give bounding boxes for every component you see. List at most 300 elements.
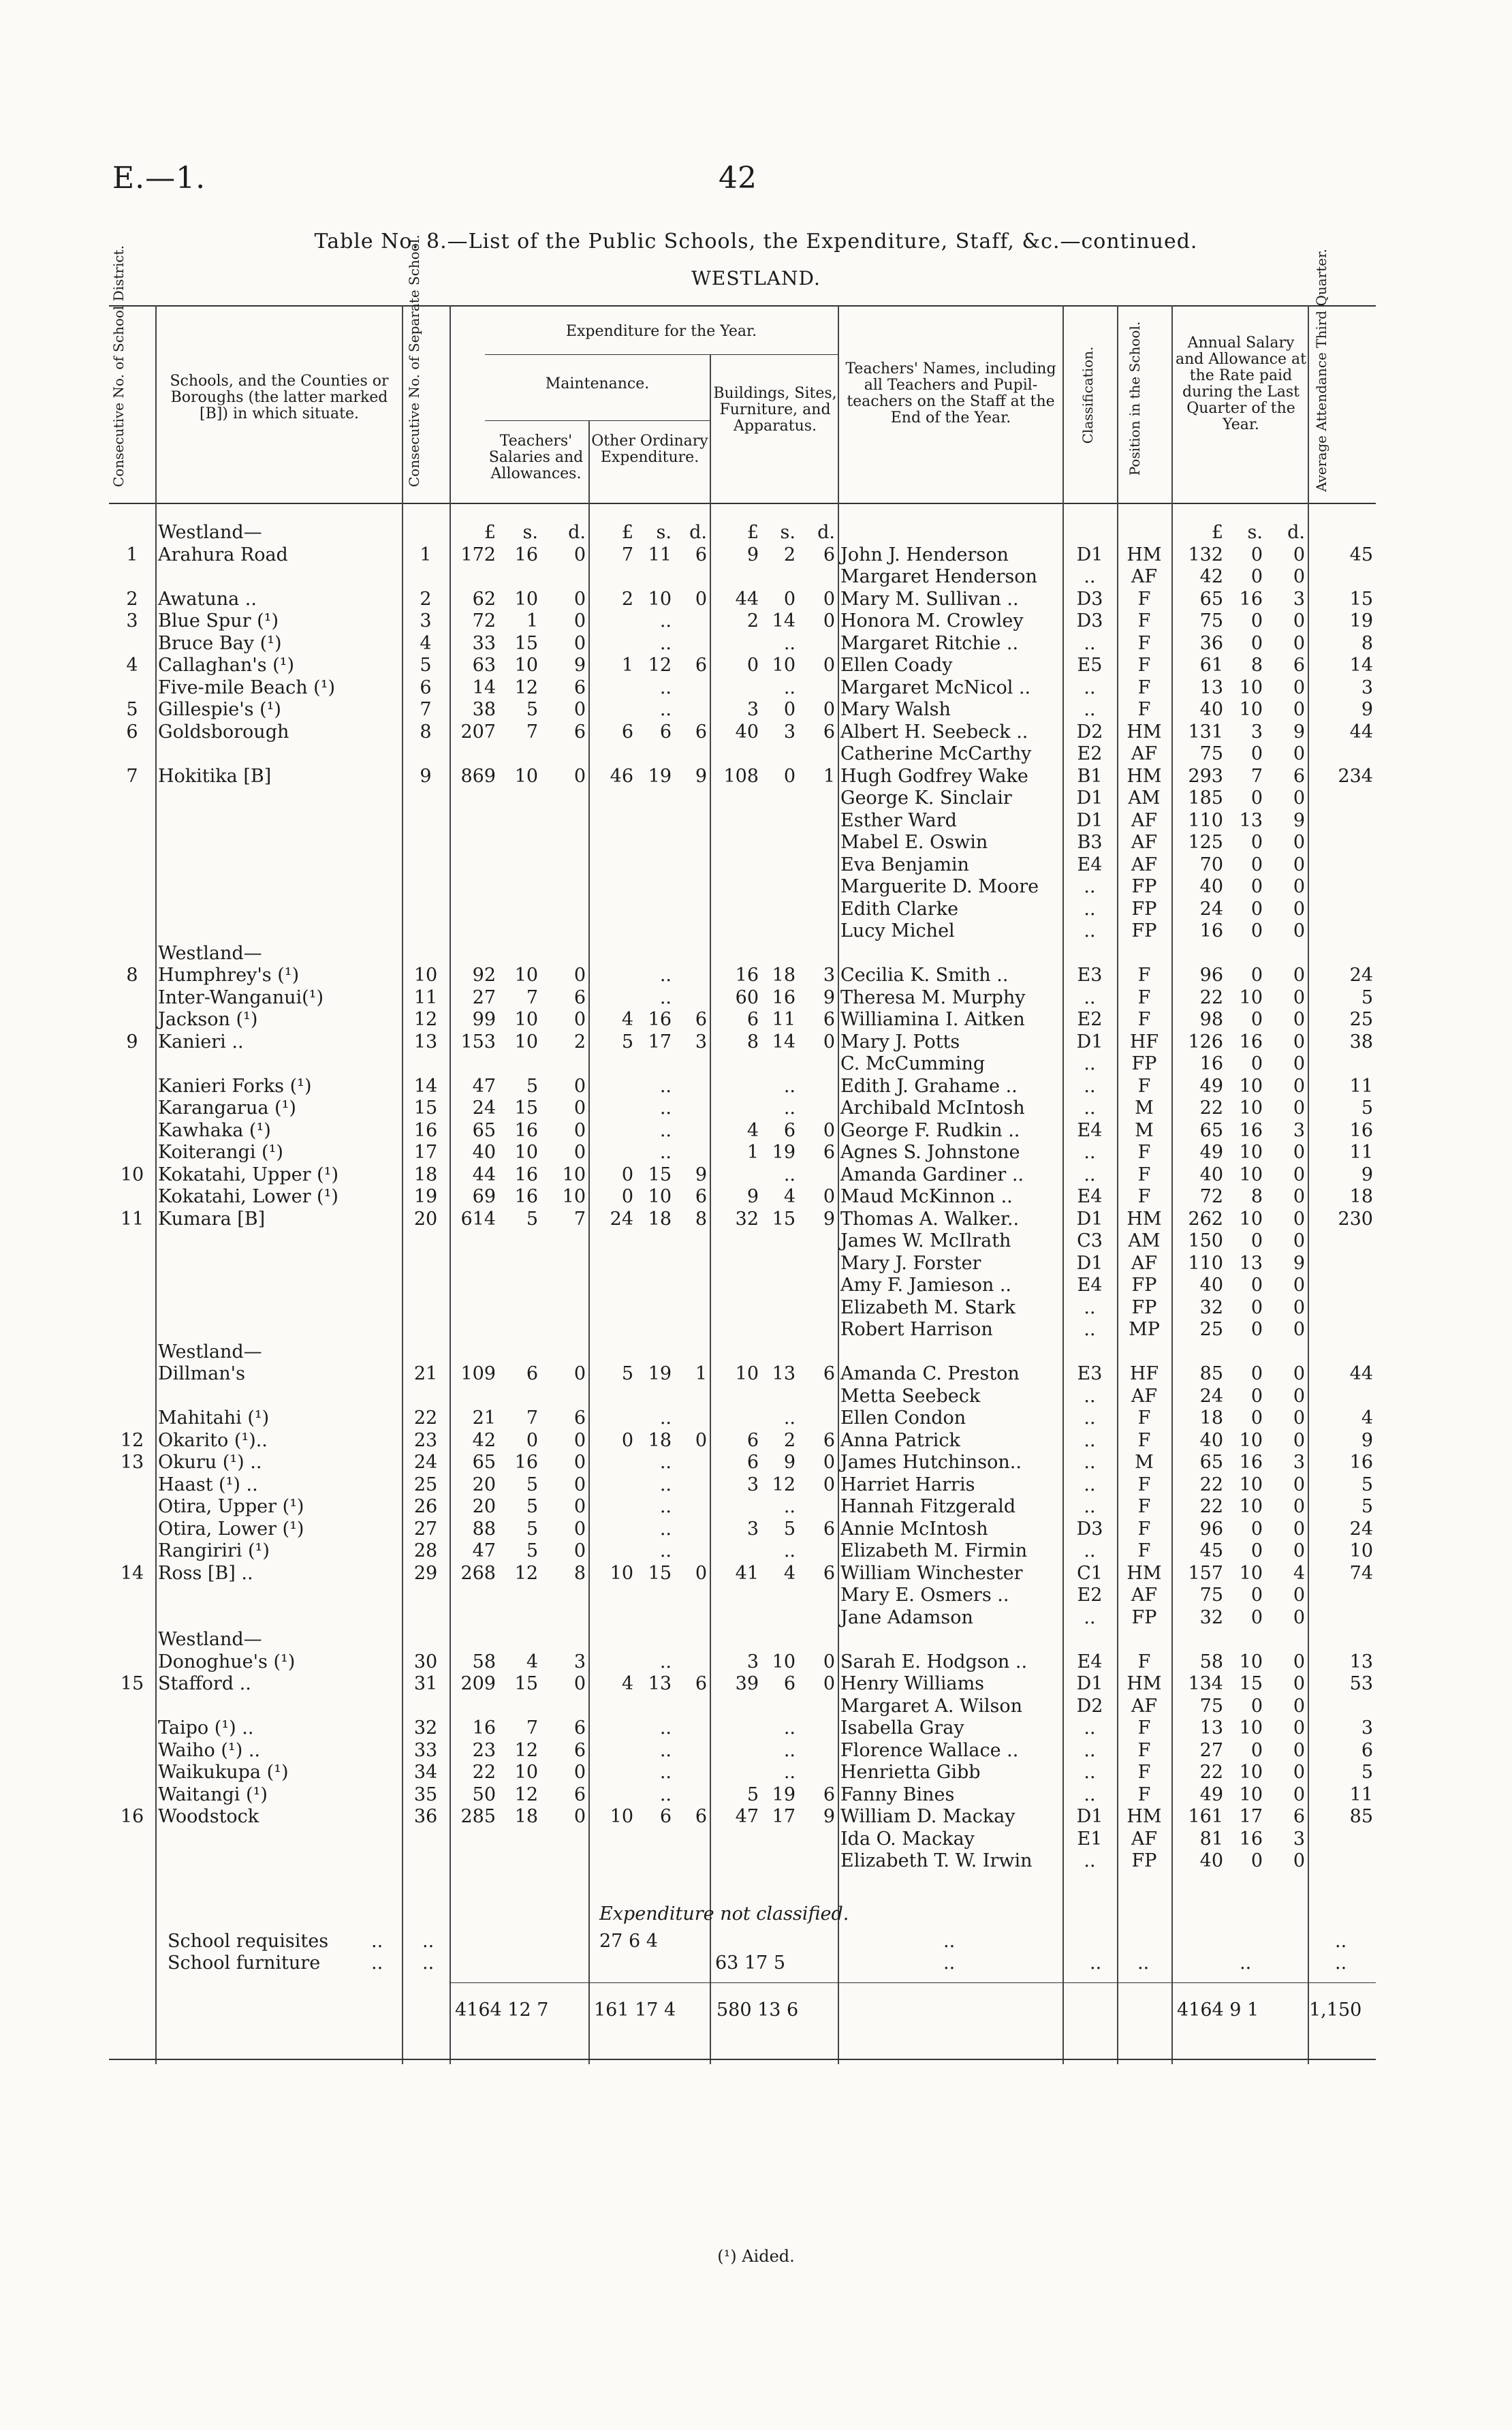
buildings-pounds: 2 — [746, 610, 759, 632]
salary-pounds — [450, 566, 499, 589]
salary-pounds: 47 — [472, 1075, 496, 1097]
school-name — [155, 1230, 402, 1253]
buildings-pence: 0 — [823, 588, 835, 610]
annual-pounds: 22 — [1199, 986, 1223, 1008]
district-no: 1 — [126, 544, 138, 565]
annual-pounds: 75 — [1199, 743, 1223, 764]
annual-shillings: 16 — [1239, 1452, 1263, 1473]
district-no: 4 — [126, 655, 138, 676]
salary-shillings — [499, 1319, 541, 1341]
separate-no — [402, 1629, 450, 1651]
attendance — [1308, 1696, 1376, 1718]
buildings-pence — [798, 899, 838, 921]
attendance — [1308, 522, 1376, 544]
salary-pounds: 869 — [460, 765, 496, 787]
other-shillings: .. — [659, 965, 672, 986]
buildings-pence — [798, 1230, 838, 1253]
attendance: 11 — [1349, 1075, 1373, 1097]
salary-pounds — [450, 876, 499, 899]
annual-shillings: 10 — [1239, 986, 1263, 1008]
buildings-pence — [798, 743, 838, 766]
buildings-pounds: 6 — [746, 1452, 759, 1473]
position: MP — [1129, 1319, 1160, 1340]
annual-pence: 6 — [1293, 765, 1305, 787]
annual-shillings: 0 — [1250, 1540, 1263, 1561]
buildings-pounds — [710, 1828, 761, 1851]
salary-shillings: 5 — [526, 1474, 538, 1495]
teacher-name: Isabella Gray — [840, 1717, 964, 1739]
separate-no: 15 — [413, 1097, 438, 1119]
salary-pence — [541, 1585, 588, 1607]
separate-no: 10 — [413, 965, 438, 986]
buildings-pounds — [710, 1740, 761, 1762]
buildings-pence: 6 — [823, 1429, 835, 1451]
annual-pence — [1265, 1341, 1308, 1364]
other-pence — [674, 810, 710, 832]
salary-pence: 0 — [573, 1452, 586, 1473]
buildings-shillings — [761, 743, 798, 766]
other-pounds — [588, 610, 636, 633]
buildings-pounds: 108 — [723, 765, 759, 787]
district-no — [109, 1629, 155, 1651]
school-name — [155, 1607, 402, 1630]
attendance — [1308, 1297, 1376, 1320]
salary-pence: 0 — [573, 1075, 586, 1097]
annual-pence: 0 — [1293, 832, 1305, 853]
separate-no: 32 — [413, 1717, 438, 1739]
other-pounds — [588, 810, 636, 832]
annual-shillings: 0 — [1250, 1319, 1263, 1340]
position: HF — [1129, 1031, 1159, 1053]
school-name: Waitangi (¹) — [158, 1783, 268, 1805]
position: F — [1137, 676, 1151, 698]
separate-no: 5 — [420, 655, 432, 676]
salary-pence — [541, 1828, 588, 1851]
teacher-name: Margaret A. Wilson — [840, 1695, 1023, 1717]
district-no — [109, 920, 155, 943]
salary-pence — [541, 1607, 588, 1630]
other-pence — [674, 1474, 710, 1497]
other-pounds: 2 — [621, 588, 633, 610]
annual-pence: 0 — [1293, 1097, 1305, 1119]
school-name: Westland— — [158, 942, 262, 964]
buildings-pence: 0 — [823, 1119, 835, 1141]
classification: .. — [1084, 1053, 1096, 1074]
table-row — [109, 832, 1376, 854]
district-no — [109, 633, 155, 655]
classification: D1 — [1076, 1031, 1103, 1053]
salary-shillings: 15 — [514, 632, 538, 654]
annual-shillings: 16 — [1239, 1828, 1263, 1850]
district-no — [109, 1053, 155, 1076]
table-row — [109, 1253, 1376, 1275]
separate-no: 20 — [413, 1208, 438, 1230]
table-row — [109, 1209, 1376, 1231]
classification: D1 — [1076, 1252, 1103, 1274]
footnote: (¹) Aided. — [717, 2247, 795, 2266]
buildings-pounds — [710, 566, 761, 589]
other-pence: 3 — [695, 1031, 707, 1053]
buildings-pence — [798, 1164, 838, 1187]
buildings-pounds — [710, 1053, 761, 1076]
salary-shillings — [499, 1696, 541, 1718]
table-row — [109, 788, 1376, 810]
attendance: 8 — [1361, 632, 1373, 654]
position: F — [1137, 699, 1151, 720]
separate-no: 33 — [413, 1739, 438, 1761]
separate-no: 36 — [413, 1806, 438, 1827]
other-pence — [674, 1629, 710, 1651]
district-no — [109, 1740, 155, 1762]
salary-pence — [541, 1629, 588, 1651]
buildings-shillings: 13 — [772, 1363, 796, 1384]
buildings-shillings: 18 — [772, 965, 796, 986]
annual-shillings — [1226, 1629, 1265, 1651]
other-pence — [674, 854, 710, 877]
classification: .. — [1084, 1164, 1096, 1185]
salary-pence: 0 — [573, 1009, 586, 1030]
buildings-pence: 6 — [823, 544, 835, 565]
buildings-pence: 0 — [823, 1474, 835, 1495]
classification: E4 — [1077, 1651, 1103, 1672]
buildings-shillings: s. — [780, 522, 796, 543]
school-name — [155, 788, 402, 810]
buildings-pounds: 3 — [746, 1651, 759, 1672]
buildings-shillings: 9 — [783, 1452, 796, 1473]
dots: .. — [371, 1931, 383, 1952]
separate-no: 13 — [413, 1031, 438, 1053]
attendance: 25 — [1349, 1009, 1373, 1030]
district-no — [109, 1784, 155, 1807]
table-row — [109, 1540, 1376, 1563]
other-pounds — [588, 1076, 636, 1098]
teacher-name: Eva Benjamin — [840, 854, 969, 875]
buildings-pence: 0 — [823, 655, 835, 676]
other-shillings: 13 — [648, 1673, 672, 1694]
table-row — [109, 1850, 1376, 1873]
salary-shillings — [499, 1629, 541, 1651]
buildings-pounds — [710, 1386, 761, 1408]
annual-pence: 6 — [1293, 1806, 1305, 1827]
annual-pounds: 13 — [1199, 676, 1223, 698]
teacher-name: Fanny Bines — [840, 1783, 955, 1805]
attendance — [1308, 1607, 1376, 1630]
position: F — [1137, 1518, 1151, 1540]
salary-shillings — [499, 1230, 541, 1253]
table-row — [109, 1496, 1376, 1518]
other-shillings — [636, 854, 674, 877]
salary-pounds — [450, 1828, 499, 1851]
classification: .. — [1084, 1606, 1096, 1628]
classification: D3 — [1076, 588, 1103, 610]
other-pounds — [588, 899, 636, 921]
separate-no: 30 — [413, 1651, 438, 1672]
salary-pence — [541, 1341, 588, 1364]
attendance — [1308, 1386, 1376, 1408]
buildings-pence — [798, 943, 838, 965]
annual-pence: 0 — [1293, 876, 1305, 897]
salary-pence: 0 — [573, 1673, 586, 1694]
header-bottom-rule — [109, 503, 1376, 504]
other-shillings — [636, 1053, 674, 1076]
annual-shillings: 0 — [1250, 610, 1263, 632]
school-name: Stafford .. — [158, 1673, 251, 1694]
table-subtitle: WESTLAND. — [691, 267, 821, 290]
salary-shillings — [499, 832, 541, 854]
buildings-pence: 6 — [823, 1142, 835, 1163]
teacher-name: George K. Sinclair — [840, 788, 1012, 809]
buildings-shillings — [761, 1275, 798, 1297]
buildings-shillings: .. — [783, 1097, 796, 1119]
classification: .. — [1084, 1429, 1096, 1451]
district-no — [109, 1717, 155, 1740]
annual-pounds: 262 — [1188, 1208, 1223, 1230]
buildings-pounds — [710, 1297, 761, 1320]
teacher-name: Lucy Michel — [840, 920, 955, 941]
salary-shillings — [499, 876, 541, 899]
salary-pounds: 58 — [472, 1651, 496, 1672]
teacher-name: Amy F. Jamieson .. — [840, 1275, 1012, 1296]
district-no — [109, 1009, 155, 1031]
other-shillings — [636, 1828, 674, 1851]
attendance: 5 — [1361, 1496, 1373, 1517]
salary-pounds: 209 — [460, 1673, 496, 1694]
annual-shillings: 0 — [1250, 544, 1263, 565]
annual-shillings: 10 — [1239, 676, 1263, 698]
classification: .. — [1084, 1296, 1096, 1318]
table-row — [109, 1120, 1376, 1142]
buildings-pounds: 10 — [735, 1363, 759, 1384]
other-pounds — [588, 1474, 636, 1497]
annual-pounds: 40 — [1199, 1429, 1223, 1451]
buildings-shillings — [761, 1629, 798, 1651]
position: HM — [1127, 1806, 1162, 1827]
buildings-pence — [798, 1629, 838, 1651]
annual-pence: 0 — [1293, 1075, 1305, 1097]
position: F — [1137, 965, 1151, 986]
other-pence: 6 — [695, 544, 707, 565]
annual-pounds: 293 — [1188, 765, 1223, 787]
annual-pounds: 40 — [1199, 1850, 1223, 1871]
position: AF — [1131, 1252, 1158, 1274]
position: M — [1135, 1119, 1154, 1141]
buildings-pence — [798, 677, 838, 700]
district-no — [109, 1540, 155, 1563]
teacher-name — [838, 943, 1062, 965]
salary-shillings — [499, 566, 541, 589]
other-pence: 6 — [695, 721, 707, 743]
buildings-pence — [798, 1076, 838, 1098]
salary-pence — [541, 1696, 588, 1718]
salary-pounds — [450, 1696, 499, 1718]
col-other: Other Ordinary Expenditure. — [591, 433, 708, 466]
position: FP — [1131, 1606, 1157, 1628]
annual-pounds: 70 — [1199, 854, 1223, 875]
position — [1117, 943, 1171, 965]
attendance: 16 — [1349, 1119, 1373, 1141]
other-pence — [674, 1496, 710, 1518]
annual-pence: 0 — [1293, 1186, 1305, 1207]
annual-shillings: 0 — [1250, 632, 1263, 654]
other-pounds — [588, 1097, 636, 1120]
table-row — [109, 1696, 1376, 1718]
other-pence — [674, 1850, 710, 1873]
other-pence — [674, 1651, 710, 1674]
table-row — [109, 1585, 1376, 1607]
annual-shillings: 0 — [1250, 1275, 1263, 1296]
position: AF — [1131, 1385, 1158, 1407]
salary-shillings: 6 — [526, 1363, 538, 1384]
other-shillings — [636, 920, 674, 943]
annual-shillings: 0 — [1250, 1695, 1263, 1717]
salary-pounds: £ — [484, 522, 496, 543]
school-name: Mahitahi (¹) — [158, 1407, 270, 1429]
annual-shillings: 17 — [1239, 1806, 1263, 1827]
buildings-pounds: 5 — [746, 1783, 759, 1805]
other-shillings — [636, 1850, 674, 1873]
teacher-name: Hannah Fitzgerald — [840, 1496, 1016, 1517]
salary-shillings: 0 — [526, 1429, 538, 1451]
other-pounds: 1 — [621, 655, 633, 676]
school-name — [155, 1297, 402, 1320]
school-name — [155, 1253, 402, 1275]
annual-shillings: 7 — [1250, 765, 1263, 787]
annual-pounds: 42 — [1199, 566, 1223, 587]
total-other: 161 17 4 — [594, 1999, 676, 2021]
other-shillings: .. — [659, 1474, 672, 1495]
attendance: 38 — [1349, 1031, 1373, 1053]
position: F — [1137, 1186, 1151, 1207]
annual-pence: 0 — [1293, 632, 1305, 654]
annual-pence: 0 — [1293, 1363, 1305, 1384]
salary-pence: 0 — [573, 632, 586, 654]
other-shillings: 19 — [648, 1363, 672, 1384]
buildings-shillings — [761, 854, 798, 877]
document-code: E.—1. — [112, 161, 206, 196]
separate-no: 28 — [413, 1540, 438, 1561]
buildings-pence: 9 — [823, 1208, 835, 1230]
other-shillings: 18 — [648, 1429, 672, 1451]
annual-pence: 0 — [1293, 1673, 1305, 1694]
annual-pounds: 110 — [1188, 809, 1223, 831]
attendance: 11 — [1349, 1142, 1373, 1163]
buildings-pounds — [710, 1076, 761, 1098]
attendance — [1308, 876, 1376, 899]
classification: D1 — [1076, 1208, 1103, 1230]
schools-table — [109, 522, 1376, 1873]
other-pence: 0 — [695, 588, 707, 610]
col-teachers: Teachers' Names, including all Teachers and Pupil-teachers on the Staff at the End of the Year. — [845, 360, 1056, 426]
other-shillings: 6 — [659, 721, 672, 743]
other-pounds — [588, 1496, 636, 1518]
salary-shillings: 5 — [526, 1075, 538, 1097]
annual-shillings: 10 — [1239, 1496, 1263, 1517]
buildings-pence: 0 — [823, 1031, 835, 1053]
other-shillings — [636, 1696, 674, 1718]
position: M — [1135, 1097, 1154, 1119]
separate-no: 18 — [413, 1164, 438, 1185]
other-pence — [674, 1717, 710, 1740]
buildings-shillings: 19 — [772, 1783, 796, 1805]
salary-pounds — [450, 1629, 499, 1651]
buildings-shillings: .. — [783, 1717, 796, 1739]
buildings-pence: 0 — [823, 1651, 835, 1672]
total-buildings: 580 13 6 — [716, 1999, 799, 2021]
classification: B1 — [1077, 765, 1103, 787]
annual-pounds: 125 — [1188, 832, 1223, 853]
separate-no: 35 — [413, 1783, 438, 1805]
salary-pounds: 33 — [472, 632, 496, 654]
buildings-pence — [798, 810, 838, 832]
classification: D1 — [1076, 544, 1103, 565]
attendance — [1308, 1275, 1376, 1297]
annual-pence: 4 — [1293, 1562, 1305, 1584]
annual-pounds: 27 — [1199, 1739, 1223, 1761]
separate-no: 26 — [413, 1496, 438, 1517]
district-no — [109, 987, 155, 1010]
annual-shillings: 10 — [1239, 1097, 1263, 1119]
other-pence — [674, 1696, 710, 1718]
dots: .. — [1335, 1952, 1347, 1974]
teacher-name: Elizabeth M. Firmin — [840, 1540, 1028, 1561]
other-pence: 6 — [695, 1186, 707, 1207]
salary-shillings: 12 — [514, 1783, 538, 1805]
district-no — [109, 943, 155, 965]
school-name: Arahura Road — [158, 544, 288, 565]
buildings-shillings: 6 — [783, 1119, 796, 1141]
school-name: Koiterangi (¹) — [158, 1142, 283, 1163]
separate-no — [402, 1607, 450, 1630]
school-name: Waikukupa (¹) — [158, 1762, 289, 1783]
buildings-shillings: .. — [783, 632, 796, 654]
separate-no — [402, 1341, 450, 1364]
teacher-name: Margaret Ritchie .. — [840, 632, 1019, 654]
salary-pounds: 40 — [472, 1142, 496, 1163]
annual-pounds: 36 — [1199, 632, 1223, 654]
annual-pence: 0 — [1293, 1407, 1305, 1429]
classification: E3 — [1077, 965, 1103, 986]
other-pence — [674, 1120, 710, 1142]
salary-pounds — [450, 1253, 499, 1275]
position: F — [1137, 588, 1151, 610]
school-name: Kokatahi, Lower (¹) — [158, 1186, 338, 1207]
teacher-name: Margaret McNicol .. — [840, 676, 1031, 698]
other-shillings: s. — [656, 522, 672, 543]
other-pence — [674, 1518, 710, 1541]
table-row — [109, 810, 1376, 832]
salary-shillings: 5 — [526, 1208, 538, 1230]
table-title: Table No. 8.—List of the Public Schools, the Expenditure, Staff, &c.—continued. — [314, 230, 1198, 253]
buildings-pounds — [710, 1253, 761, 1275]
salary-pounds — [450, 943, 499, 965]
buildings-pence — [798, 1717, 838, 1740]
teacher-name: George F. Rudkin .. — [840, 1119, 1020, 1141]
buildings-pence: 6 — [823, 1518, 835, 1540]
other-shillings — [636, 743, 674, 766]
classification: E4 — [1077, 1275, 1103, 1296]
district-no: 14 — [120, 1562, 144, 1584]
teacher-name: Elizabeth M. Stark — [840, 1296, 1015, 1318]
other-shillings: .. — [659, 1783, 672, 1805]
table-row — [109, 655, 1376, 677]
buildings-pence: 0 — [823, 610, 835, 632]
separate-no — [402, 1230, 450, 1253]
other-shillings: .. — [659, 986, 672, 1008]
other-shillings — [636, 1386, 674, 1408]
teacher-name: William Winchester — [840, 1562, 1023, 1584]
classification: .. — [1084, 920, 1096, 941]
classification: .. — [1084, 566, 1096, 587]
